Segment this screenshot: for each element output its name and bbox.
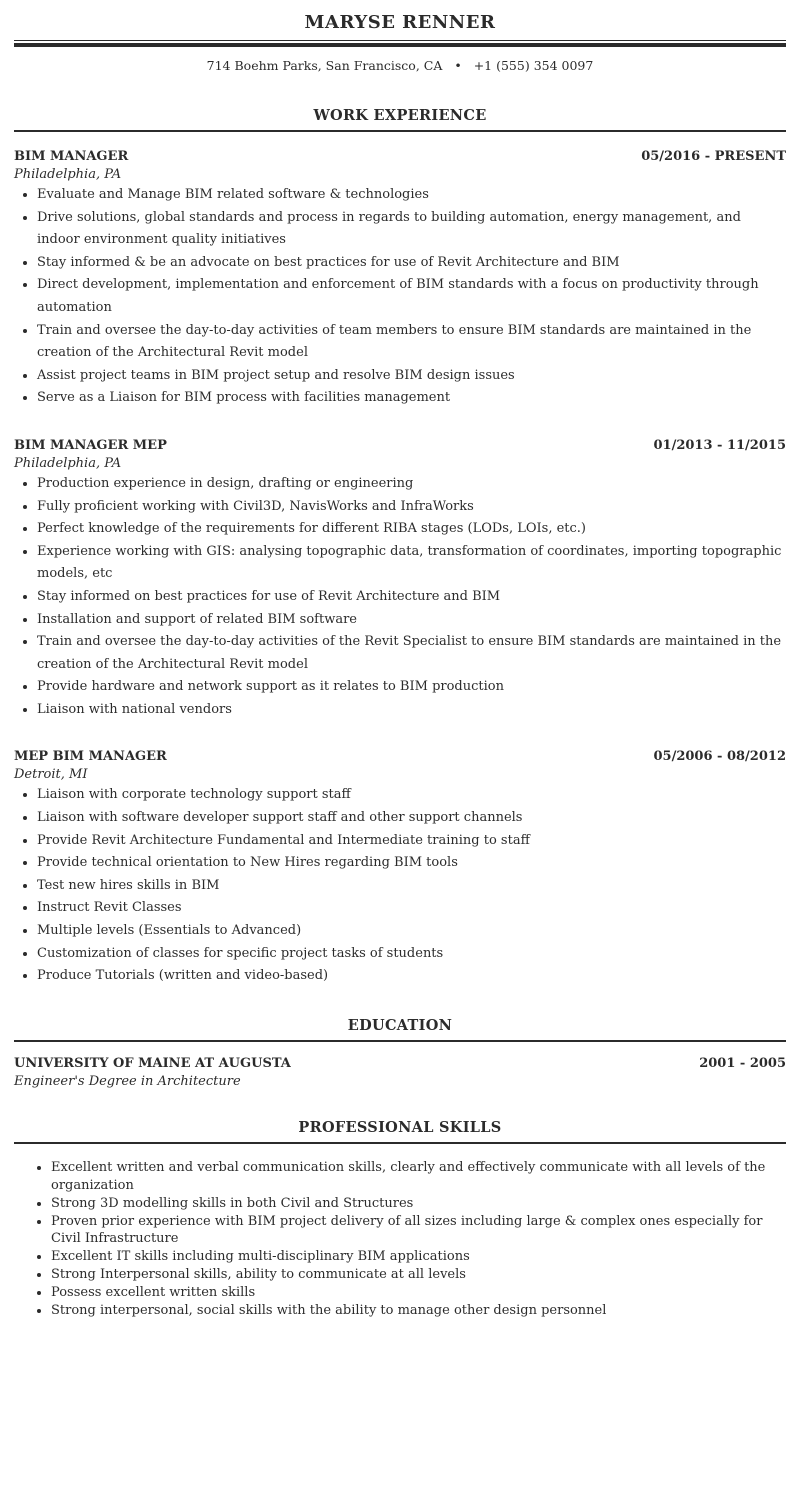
job-bullet: • Drive solutions, global standards and process in regards to building automation, energy management, and indoor environment quality initiatives <box>37 207 786 252</box>
job-dates: 01/2013 - 11/2015 <box>653 437 786 453</box>
job-bullet: • Instruct Revit Classes <box>37 897 786 920</box>
skill-item: • Strong Interpersonal skills, ability to communicate at all levels <box>51 1266 786 1284</box>
education-dates: 2001 - 2005 <box>699 1055 786 1071</box>
job-dates: 05/2016 - PRESENT <box>641 149 786 164</box>
job-bullet: • Train and oversee the day-to-day activities of team members to ensure BIM standards are maintained in the creation of the Architectural Revit model <box>37 320 786 365</box>
job-bullet: • Provide technical orientation to New Hires regarding BIM tools <box>37 852 786 875</box>
job-bullets <box>14 473 786 722</box>
job-bullet: • Test new hires skills in BIM <box>37 875 786 898</box>
job-bullet: • Liaison with national vendors <box>37 699 786 722</box>
education-entry <box>14 1055 786 1091</box>
contact-phone: +1 (555) 354 0097 <box>473 58 594 73</box>
job-bullet: • Customization of classes for specific project tasks of students <box>37 943 786 966</box>
school-name: UNIVERSITY OF MAINE AT AUGUSTA <box>14 1055 291 1071</box>
job-header <box>14 437 786 455</box>
job-header <box>14 148 786 166</box>
skills-section <box>14 1119 786 1320</box>
job-bullet: • Stay informed on best practices for use of Revit Architecture and BIM <box>37 586 786 609</box>
skill-item: • Strong interpersonal, social skills with the ability to manage other design personnel <box>51 1302 786 1320</box>
job-bullet: • Liaison with corporate technology support staff <box>37 784 786 807</box>
contact-line <box>14 58 786 78</box>
job-location: Detroit, MI <box>14 767 88 783</box>
job-entry <box>14 748 786 987</box>
education-heading: EDUCATION <box>14 1017 786 1042</box>
job-bullets <box>14 184 786 410</box>
job-entry <box>14 148 786 410</box>
job-bullet: • Production experience in design, drafting or engineering <box>37 473 786 496</box>
education-header <box>14 1055 786 1073</box>
skills-list <box>14 1159 786 1320</box>
job-bullet: • Perfect knowledge of the requirements for different RIBA stages (LODs, LOIs, etc.) <box>37 518 786 541</box>
job-bullet: • Stay informed & be an advocate on best practices for use of Revit Architecture and BIM <box>37 252 786 275</box>
skill-item: • Proven prior experience with BIM project delivery of all sizes including large & complex ones especially for Civil Infrastructure <box>51 1213 786 1249</box>
work-experience-heading: WORK EXPERIENCE <box>14 107 786 132</box>
skill-item: • Excellent written and verbal communication skills, clearly and effectively communicate with all levels of the organization <box>51 1159 786 1195</box>
job-bullet: • Fully proficient working with Civil3D, NavisWorks and InfraWorks <box>37 496 786 519</box>
job-header <box>14 748 786 766</box>
job-location: Philadelphia, PA <box>14 455 122 471</box>
work-experience-section <box>14 107 786 988</box>
job-bullet: • Produce Tutorials (written and video-based) <box>37 965 786 988</box>
job-bullet: • Evaluate and Manage BIM related software & technologies <box>37 184 786 207</box>
job-bullet: • Provide hardware and network support as it relates to BIM production <box>37 676 786 699</box>
job-bullet: • Multiple levels (Essentials to Advanced) <box>37 920 786 943</box>
header-rule-thick <box>14 43 786 47</box>
degree-name: Engineer's Degree in Architecture <box>14 1073 241 1089</box>
job-bullet: • Direct development, implementation and enforcement of BIM standards with a focus on productivity through automation <box>37 274 786 319</box>
skill-item: • Possess excellent written skills <box>51 1284 786 1302</box>
contact-address: 714 Boehm Parks, San Francisco, CA <box>206 58 443 73</box>
job-bullet: • Train and oversee the day-to-day activities of the Revit Specialist to ensure BIM standards are maintained in the creation of the Architectural Revit model <box>37 631 786 676</box>
job-bullets <box>14 784 786 987</box>
job-dates: 05/2006 - 08/2012 <box>653 749 786 765</box>
job-bullet: • Liaison with software developer support staff and other support channels <box>37 807 786 830</box>
job-bullet: • Installation and support of related BIM software <box>37 609 786 632</box>
job-bullet: • Serve as a Liaison for BIM process with facilities management <box>37 387 786 410</box>
candidate-name: MARYSE RENNER <box>304 12 496 33</box>
job-title: BIM MANAGER <box>14 149 129 164</box>
education-section <box>14 1017 786 1091</box>
contact-separator: • <box>454 58 462 73</box>
job-title: BIM MANAGER MEP <box>14 437 167 453</box>
skill-item: • Strong 3D modelling skills in both Civil and Structures <box>51 1195 786 1213</box>
skills-heading: PROFESSIONAL SKILLS <box>14 1119 786 1144</box>
resume-page <box>14 0 786 1320</box>
job-title: MEP BIM MANAGER <box>14 749 167 765</box>
job-bullet: • Experience working with GIS: analysing topographic data, transformation of coordinates, importing topographic models, etc <box>37 541 786 586</box>
skill-item: • Excellent IT skills including multi-disciplinary BIM applications <box>51 1248 786 1266</box>
job-location: Philadelphia, PA <box>14 167 122 182</box>
job-entry <box>14 437 786 722</box>
job-bullet: • Assist project teams in BIM project setup and resolve BIM design issues <box>37 365 786 388</box>
job-bullet: • Provide Revit Architecture Fundamental and Intermediate training to staff <box>37 830 786 853</box>
